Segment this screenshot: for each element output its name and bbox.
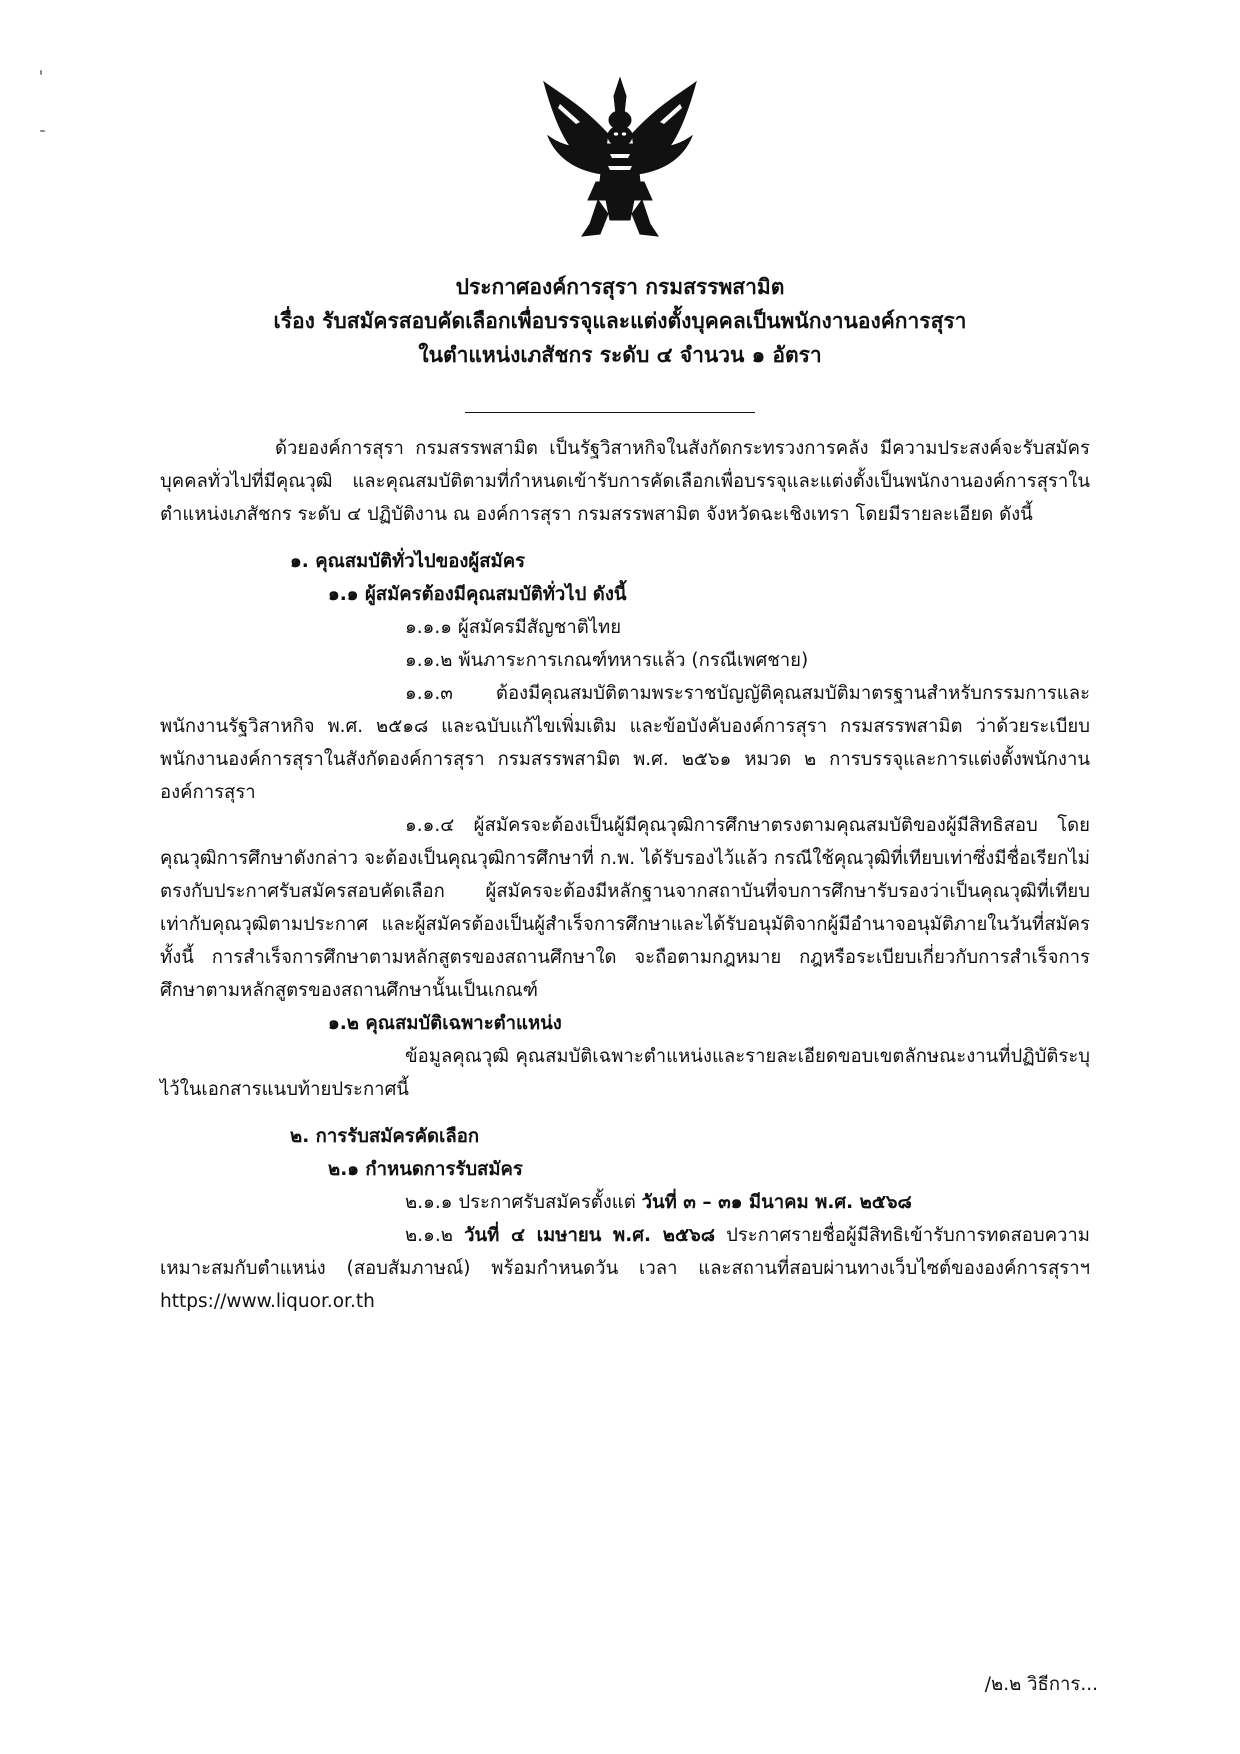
item-1-1-4: ๑.๑.๔ ผู้สมัครจะต้องเป็นผู้มีคุณวุฒิการศึกษาตรงตามคุณสมบัติของผู้มีสิทธิสอบ โดยคุณวุฒิการศึกษาดังกล่าว จะต้องเป็นคุณวุฒิการศึกษาที่ ก.พ. ได้รับรองไว้แล้ว กรณีใช้คุณวุฒิที่เทียบเท่าซึ่งมีชื่อเรียกไม่ตรงกับประกาศรับสมัครสอบคัดเลือก ผู้สมัครจะต้องมีหลักฐานจากสถาบันที่จบการศึกษารับรองว่าเป็นคุณวุฒิที่เทียบเท่ากับคุณวุฒิตามประกาศ และผู้สมัครต้องเป็นผู้สำเร็จการศึกษาและได้รับอนุมัติจากผู้มีอำนาจอนุมัติภายในวันที่สมัคร ทั้งนี้ การสำเร็จการศึกษาตามหลักสูตรของสถานศึกษาใด จะถือตามกฎหมาย กฎหรือระเบียบเกี่ยวกับการสำเร็จการศึกษาตามหลักสูตรของสถานศึกษานั้นเป็นเกณฑ์ bbox=[160, 815, 1090, 1001]
item-2-1-2-date: วันที่ ๔ เมษายน พ.ศ. ๒๕๖๘ bbox=[464, 1225, 715, 1246]
item-1-1-2: ๑.๑.๒ พ้นภาระการเกณฑ์ทหารแล้ว (กรณีเพศชาย) bbox=[405, 650, 809, 671]
section-1-2-heading: ๑.๒ คุณสมบัติเฉพาะตำแหน่ง bbox=[328, 1013, 562, 1034]
title-line-3: ในตำแหน่งเภสัชกร ระดับ ๔ จำนวน ๑ อัตรา bbox=[418, 343, 822, 367]
item-2-1-1-prefix: ๒.๑.๑ ประกาศรับสมัครตั้งแต่ bbox=[405, 1192, 642, 1213]
title-line-1: ประกาศองค์การสุรา กรมสรรพสามิต bbox=[455, 275, 785, 299]
item-2-1-1-date: วันที่ ๓ – ๓๑ มีนาคม พ.ศ. ๒๕๖๘ bbox=[641, 1192, 912, 1213]
item-2-1-2 bbox=[160, 1219, 1090, 1318]
item-2-1-2-prefix: ๒.๑.๒ bbox=[405, 1225, 465, 1246]
document-body bbox=[160, 432, 1090, 1318]
item-2-1-1 bbox=[160, 1186, 1090, 1219]
item-2-1-2-text: ประกาศรายชื่อผู้มีสิทธิเข้ารับการทดสอบความเหมาะสมกับตำแหน่ง (สอบสัมภาษณ์) พร้อมกำหนดวัน เวลา และสถานที่สอบผ่านทางเว็บไซต์ขององค์การสุราฯ https://www.liquor.or.th bbox=[160, 1225, 1090, 1312]
garuda-emblem-icon bbox=[540, 74, 700, 244]
page-continuation: /๒.๒ วิธีการ... bbox=[984, 1674, 1098, 1695]
item-1-1-3: ๑.๑.๓ ต้องมีคุณสมบัติตามพระราชบัญญัติคุณสมบัติมาตรฐานสำหรับกรรมการและพนักงานรัฐวิสาหกิจ พ.ศ. ๒๕๑๘ และฉบับแก้ไขเพิ่มเติม และข้อบังคับองค์การสุรา กรมสรรพสามิต ว่าด้วยระเบียบพนักงานองค์การสุราในสังกัดองค์การสุรา กรมสรรพสามิต พ.ศ. ๒๕๖๑ หมวด ๒ การบรรจุและการแต่งตั้งพนักงานองค์การสุรา bbox=[160, 683, 1090, 803]
scan-speck bbox=[40, 70, 42, 75]
section-2-heading: ๒. การรับสมัครคัดเลือก bbox=[290, 1126, 480, 1147]
scan-speck bbox=[40, 130, 45, 132]
title-divider bbox=[465, 412, 755, 413]
title-line-2: เรื่อง รับสมัครสอบคัดเลือกเพื่อบรรจุและแต่งตั้งบุคคลเป็นพนักงานองค์การสุรา bbox=[273, 309, 967, 333]
intro-paragraph: ด้วยองค์การสุรา กรมสรรพสามิต เป็นรัฐวิสาหกิจในสังกัดกระทรวงการคลัง มีความประสงค์จะรับสมัครบุคคลทั่วไปที่มีคุณวุฒิ และคุณสมบัติตามที่กำหนดเข้ารับการคัดเลือกเพื่อบรรจุและแต่งตั้งเป็นพนักงานองค์การสุราในตำแหน่งเภสัชกร ระดับ ๔ ปฏิบัติงาน ณ องค์การสุรา กรมสรรพสามิต จังหวัดฉะเชิงเทรา โดยมีรายละเอียด ดังนี้ bbox=[160, 438, 1090, 525]
section-1-heading: ๑. คุณสมบัติทั่วไปของผู้สมัคร bbox=[290, 551, 526, 572]
item-1-1-1: ๑.๑.๑ ผู้สมัครมีสัญชาติไทย bbox=[405, 617, 622, 638]
section-2-1-heading: ๒.๑ กำหนดการรับสมัคร bbox=[328, 1159, 523, 1180]
section-1-1-heading: ๑.๑ ผู้สมัครต้องมีคุณสมบัติทั่วไป ดังนี้ bbox=[328, 584, 627, 605]
section-1-2-text: ข้อมูลคุณวุฒิ คุณสมบัติเฉพาะตำแหน่งและรายละเอียดขอบเขตลักษณะงานที่ปฏิบัติระบุไว้ในเอกสารแนบท้ายประกาศนี้ bbox=[160, 1046, 1090, 1100]
